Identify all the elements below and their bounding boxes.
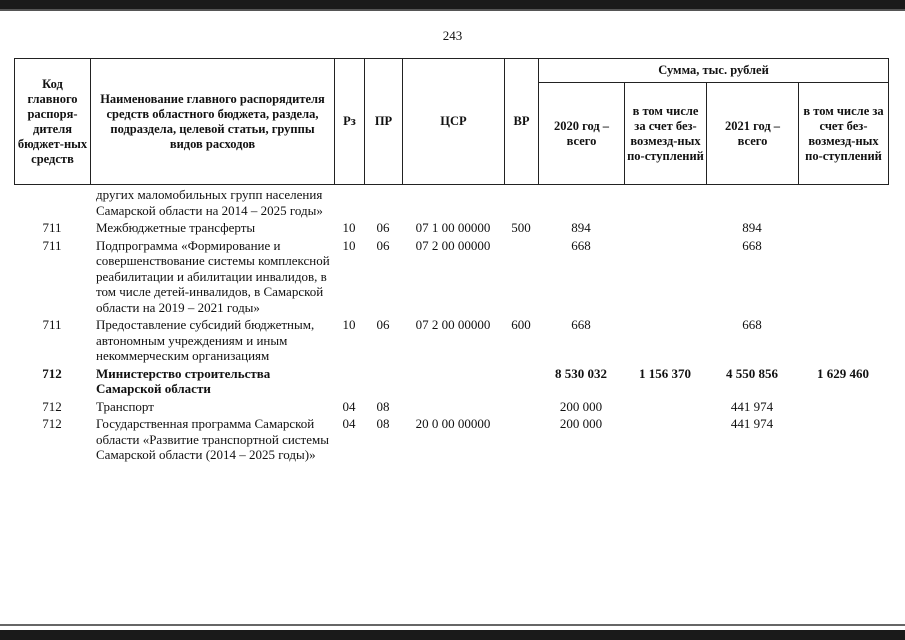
cell-rz: 04 bbox=[342, 416, 356, 431]
cell-vr: 600 bbox=[511, 317, 531, 332]
cell-2021-free bbox=[798, 398, 888, 416]
page-number: 243 bbox=[442, 28, 463, 43]
cell-2020-total: 8 530 032 bbox=[555, 365, 607, 381]
cell-code: 712 bbox=[42, 398, 62, 414]
header-2020-free: в том числе за счет без-возмезд-ных по-ступлений bbox=[625, 83, 707, 185]
header-name: Наименование главного распорядителя средств областного бюджета, раздела, подраздела, целевой статьи, группы видов расходов bbox=[91, 59, 335, 185]
table-body bbox=[14, 186, 888, 464]
cell-2021-free bbox=[798, 415, 888, 464]
cell-pr bbox=[364, 365, 402, 398]
cell-csr: 07 2 00 00000 bbox=[415, 317, 491, 332]
cell-pr: 06 bbox=[376, 317, 390, 332]
cell-2020-free bbox=[624, 237, 706, 317]
cell-rz: 10 bbox=[342, 317, 356, 332]
cell-csr: 07 1 00 00000 bbox=[415, 220, 491, 235]
header-code: Код главного распоря-дителя бюджет-ных средств bbox=[15, 59, 91, 185]
cell-pr: 06 bbox=[376, 220, 390, 235]
cell-2021-free: 1 629 460 bbox=[817, 365, 869, 381]
cell-code: 711 bbox=[42, 237, 62, 253]
cell-2020-total: 668 bbox=[571, 237, 591, 253]
table-row bbox=[14, 415, 888, 464]
cell-csr bbox=[402, 398, 504, 416]
cell-2020-total: 200 000 bbox=[559, 398, 603, 414]
cell-code: 711 bbox=[42, 317, 62, 332]
cell-2020-free bbox=[624, 316, 706, 365]
header-csr: ЦСР bbox=[403, 59, 505, 185]
cell-2021-free bbox=[798, 186, 888, 219]
cell-name: Государственная программа Самарской области «Развитие транспортной системы Самарской области (2014 – 2025 годы)» bbox=[96, 416, 329, 462]
cell-code: 712 bbox=[42, 365, 62, 381]
cell-code bbox=[14, 186, 90, 219]
header-rz: Рз bbox=[335, 59, 365, 185]
cell-vr bbox=[504, 398, 538, 416]
cell-2021-total: 441 974 bbox=[730, 416, 774, 431]
cell-pr: 08 bbox=[376, 416, 390, 431]
cell-vr bbox=[504, 186, 538, 219]
cell-2021-total: 441 974 bbox=[730, 398, 774, 414]
cell-name: Предоставление субсидий бюджетным, автономным учреждениям и иным некоммерческим организациям bbox=[96, 317, 315, 363]
cell-name: Межбюджетные трансферты bbox=[96, 220, 256, 235]
header-vr: ВР bbox=[505, 59, 539, 185]
cell-rz: 10 bbox=[342, 220, 356, 235]
table-row bbox=[14, 237, 888, 317]
cell-2020-free bbox=[624, 219, 706, 237]
cell-2020-free bbox=[624, 398, 706, 416]
cell-2020-total bbox=[538, 186, 624, 219]
cell-2020-total: 668 bbox=[571, 317, 591, 332]
cell-vr bbox=[504, 415, 538, 464]
cell-name: Министерство строительства Самарской области bbox=[96, 365, 271, 396]
cell-code: 712 bbox=[42, 416, 62, 431]
cell-csr: 07 2 00 00000 bbox=[415, 237, 491, 253]
header-2020-total: 2020 год – всего bbox=[539, 83, 625, 185]
cell-csr bbox=[402, 365, 504, 398]
table-row bbox=[14, 365, 888, 398]
cell-rz bbox=[334, 365, 364, 398]
cell-vr: 500 bbox=[511, 220, 531, 235]
cell-csr: 20 0 00 00000 bbox=[415, 416, 491, 431]
cell-code: 711 bbox=[42, 220, 62, 235]
cell-2021-total bbox=[706, 186, 798, 219]
cell-pr: 08 bbox=[376, 398, 390, 414]
cell-2020-free bbox=[624, 186, 706, 219]
cell-vr bbox=[504, 365, 538, 398]
header-2021-free: в том числе за счет без-возмезд-ных по-ступлений bbox=[799, 83, 889, 185]
cell-2021-free bbox=[798, 219, 888, 237]
cell-2021-free bbox=[798, 316, 888, 365]
cell-pr bbox=[364, 186, 402, 219]
scan-top-edge bbox=[0, 0, 905, 9]
table-header bbox=[14, 58, 889, 185]
cell-2020-free: 1 156 370 bbox=[639, 365, 691, 381]
scan-bottom-edge bbox=[0, 630, 905, 640]
cell-vr bbox=[504, 237, 538, 317]
cell-rz: 04 bbox=[342, 398, 356, 414]
cell-rz bbox=[334, 186, 364, 219]
cell-csr bbox=[402, 186, 504, 219]
cell-name: Подпрограмма «Формирование и совершенствование системы комплексной реабилитации и абилитации инвалидов, в том числе детей-инвалидов, в Самарской области на 2019 – 2021 годы» bbox=[96, 237, 330, 315]
table-row bbox=[14, 219, 888, 237]
cell-2021-total: 894 bbox=[742, 220, 762, 235]
cell-name: других маломобильных групп населения Самарской области на 2014 – 2025 годы» bbox=[96, 187, 323, 218]
cell-2021-total: 668 bbox=[742, 237, 762, 253]
header-pr: ПР bbox=[365, 59, 403, 185]
cell-2020-total: 200 000 bbox=[559, 416, 603, 431]
header-sum: Сумма, тыс. рублей bbox=[539, 59, 889, 83]
cell-2021-free bbox=[798, 237, 888, 317]
header-2021-total: 2021 год – всего bbox=[707, 83, 799, 185]
cell-2020-total: 894 bbox=[571, 220, 591, 235]
cell-name: Транспорт bbox=[96, 398, 154, 414]
table-row bbox=[14, 186, 888, 219]
cell-2021-total: 4 550 856 bbox=[726, 365, 778, 381]
cell-2020-free bbox=[624, 415, 706, 464]
cell-2021-total: 668 bbox=[742, 317, 762, 332]
table-row bbox=[14, 398, 888, 416]
table-row bbox=[14, 316, 888, 365]
cell-pr: 06 bbox=[376, 237, 390, 253]
cell-rz: 10 bbox=[342, 237, 356, 253]
